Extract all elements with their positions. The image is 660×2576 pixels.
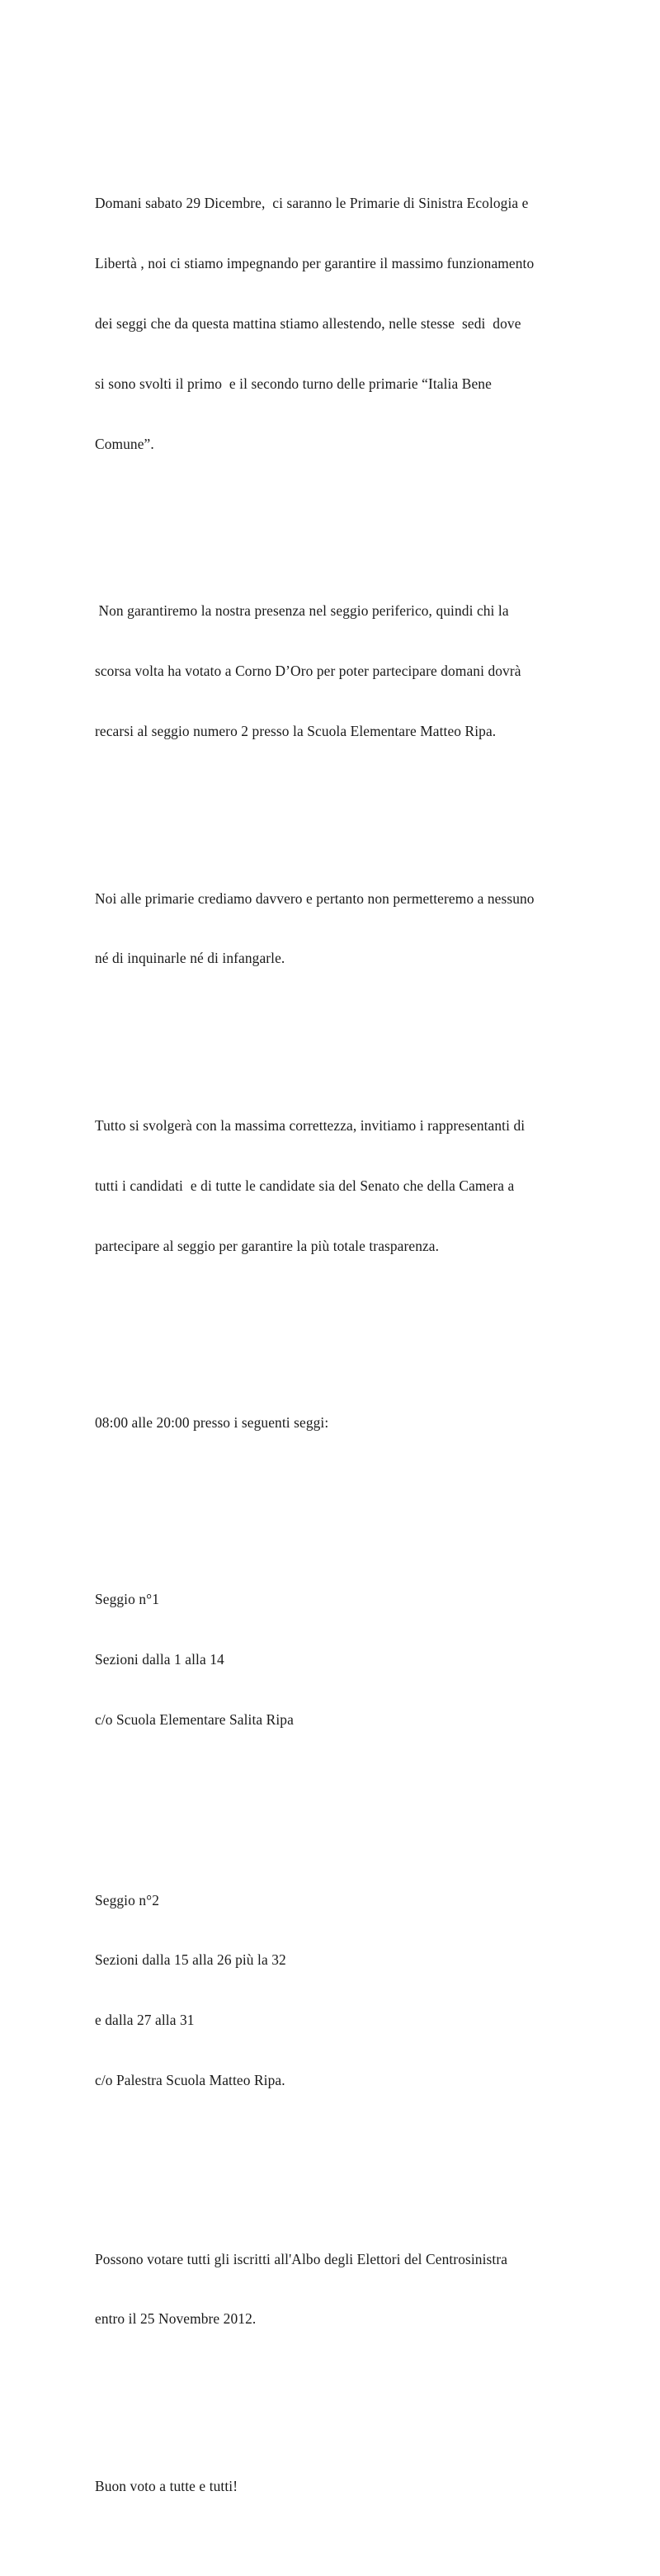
seggio-1-title: Seggio n°1 (95, 1591, 160, 1608)
text-line: Non garantiremo la nostra presenza nel seggio periferico, quindi chi la (95, 602, 509, 620)
text-line: partecipare al seggio per garantire la più totale trasparenza. (95, 1237, 440, 1254)
paragraph-eligible-voters (95, 2209, 590, 2369)
hours-line: 08:00 alle 20:00 presso i seguenti seggi: (95, 1414, 329, 1431)
text-line: recarsi al seggio numero 2 presso la Scuola Elementare Matteo Ripa. (95, 723, 497, 740)
paragraph-peripheral-seat (95, 561, 590, 781)
text-line: Tutto si svolgerà con la massima correttezza, invitiamo i rappresentanti di (95, 1116, 526, 1134)
paragraph-announcement (95, 153, 590, 494)
seggio-1-sections: Sezioni dalla 1 alla 14 (95, 1651, 224, 1668)
text-line: tutti i candidati e di tutte le candidate sia del Senato che della Camera a (95, 1177, 515, 1194)
text-line: Possono votare tutti gli iscritti all'Albo degli Elettori del Centrosinistra (95, 2250, 508, 2267)
seggio-2-sections: Sezioni dalla 15 alla 26 più la 32 (95, 1951, 286, 1969)
closing-greeting (95, 2436, 590, 2536)
text-line: entro il 25 Novembre 2012. (95, 2310, 257, 2328)
text-line: né di inquinarle né di infangarle. (95, 950, 285, 967)
seggio-1-location: c/o Scuola Elementare Salita Ripa (95, 1711, 294, 1729)
text-line: Comune”. (95, 436, 154, 453)
seggio-1-block (95, 1550, 590, 1770)
text-line: scorsa volta ha votato a Corno D’Oro per poter partecipare domani dovrà (95, 663, 521, 680)
text-line: si sono svolti il primo e il secondo turno delle primarie “Italia Bene (95, 375, 492, 393)
document-body (95, 93, 590, 2576)
seggio-2-block (95, 1850, 590, 2130)
paragraph-transparency (95, 1075, 590, 1295)
text-line: Domani sabato 29 Dicembre, ci saranno le Primarie di Sinistra Ecologia e (95, 195, 529, 212)
text-line: Noi alle primarie crediamo davvero e pertanto non permetteremo a nessuno (95, 889, 535, 907)
opening-hours (95, 1372, 590, 1472)
text-line: Libertà , noi ci stiamo impegnando per garantire il massimo funzionamento (95, 255, 535, 272)
paragraph-commitment (95, 848, 590, 1008)
seggio-2-sections-extra: e dalla 27 alla 31 (95, 2012, 195, 2029)
seggio-2-title: Seggio n°2 (95, 1891, 160, 1908)
closing-line: Buon voto a tutte e tutti! (95, 2477, 238, 2494)
seggio-2-location: c/o Palestra Scuola Matteo Ripa. (95, 2072, 285, 2089)
text-line: dei seggi che da questa mattina stiamo allestendo, nelle stesse sedi dove (95, 315, 521, 333)
